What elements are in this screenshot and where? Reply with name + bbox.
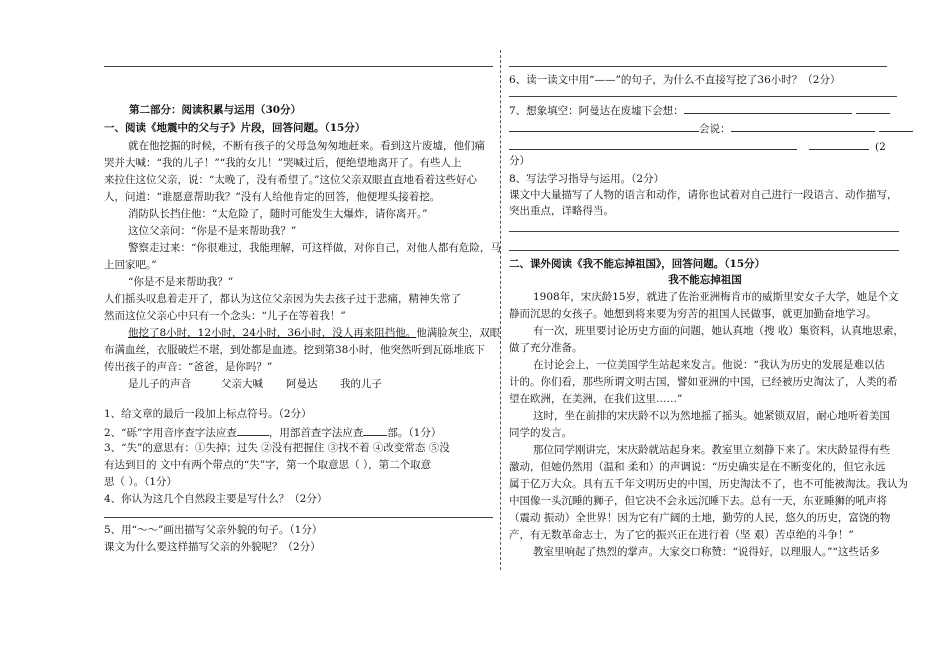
question-1-3-cont: 思（ ）。（1分） [104, 476, 178, 488]
question-7-score: 分） [509, 155, 530, 167]
story-title: 我不能忘掉祖国 [668, 274, 742, 286]
story-line: 中国像一头沉睡的狮子，但它决不会永远沉睡下去。总有一天，东亚睡狮的吼声将 [509, 495, 887, 507]
sentence-fragment: 父亲大喊 [221, 378, 263, 390]
question-7-say: 会说： [509, 121, 913, 136]
question-1-3: 3、“失”的意思有：①失掉；过失 ②没有把握住 ③找不着 ④改变常态 ⑤没 [104, 442, 450, 454]
story-line: 有一次，班里要讨论历史方面的问题，她认真地（搜 收）集资料，认真地思索， [533, 325, 904, 337]
question-1-1: 1、给文章的最后一段加上标点符号。（2分） [104, 408, 312, 420]
passage-line: 上回家吧。” [104, 259, 157, 271]
passage-line: 然而这位父亲心中只有一个念头：“儿子在等着我！” [104, 310, 346, 322]
answer-line[interactable] [509, 231, 899, 232]
answer-blank[interactable] [509, 121, 699, 132]
answer-line[interactable] [509, 250, 899, 251]
top-rule-right [509, 66, 887, 67]
story-line: 属于亿万大众。具有五千年文明历史的中国，历史淘汰不了，也不可能被淘汰。我认为 [509, 478, 908, 490]
question-1-4: 4、你认为这几个自然段主要是写什么？（2分） [104, 493, 328, 505]
question-6: 6、读一读文中用“——”的句子，为什么不直接写挖了36小时？（2分） [509, 74, 841, 86]
story-line: 在讨论会上，一位美国学生站起来发言。他说：“我认为历史的发展是难以估 [533, 359, 885, 371]
passage-line: 人，问道：“谁愿意帮助我？”没有人给他肯定的回答，他便埋头接着挖。 [104, 191, 441, 203]
story-line: 静而沉思的女孩子。她想到将来要为穷苦的祖国人民做事，就更加勤奋地学习。 [509, 308, 877, 320]
question-7: 7、想象填空：阿曼达在废墟下会想： [509, 103, 890, 118]
passage-line-continuation: 他满脸灰尘，双眼 [416, 327, 501, 339]
question-1-2: 2、“砾”字用音序查字法应查 ，用部首查字法应查 部。（1分） [104, 427, 442, 439]
passage-line: 人们摇头叹息着走开了，都认为这位父亲因为失去孩子过于悲痛，精神失常了 [104, 293, 461, 305]
question-7-line: (2 [509, 139, 886, 154]
story-line: 做了充分准备。 [509, 342, 583, 354]
passage-line: 传出孩子的声音：“爸爸，是你吗？” [104, 361, 273, 373]
answer-blank[interactable] [856, 103, 890, 114]
question-2-title: 二、课外阅读《我不能忘掉祖国》，回答问题。（15分） [509, 258, 766, 270]
passage-line: 就在他挖掘的时候，不断有孩子的父母急匆匆地赶来。看到这片废墟，他们痛 [128, 140, 485, 152]
sentence-fragment: 阿曼达 [286, 378, 318, 390]
answer-line[interactable] [104, 517, 493, 518]
top-rule-left [104, 66, 493, 67]
answer-blank[interactable] [809, 139, 869, 150]
story-line: 产，有无数革命志士，为了它的振兴正在进行着（坚 艰）苦卓绝的斗争！” [509, 529, 854, 541]
story-line: 1908年，宋庆龄15岁，就进了佐治亚洲梅肯市的威斯里安女子大学，她是个文 [533, 291, 899, 303]
answer-blank[interactable] [237, 425, 269, 436]
story-line: 计的。你们看，那些所谓文明古国，譬如亚洲的中国，已经被历史淘汰了，人类的希 [509, 376, 898, 388]
sentence-fragment: 我的儿子 [340, 378, 382, 390]
column-divider [500, 50, 501, 570]
passage-line: 警察走过来：“你很难过，我能理解，可这样做，对你自己，对他人都有危险，马 [128, 242, 501, 254]
passage-line: 消防队长挡住他：“太危险了，随时可能发生大爆炸，请你离开。” [128, 208, 428, 220]
answer-blank[interactable] [731, 121, 875, 132]
question-8-text: 突出重点，详略得当。 [509, 205, 614, 217]
story-line: 这时，坐在前排的宋庆龄不以为然地摇了摇头。她紧锁双眉，耐心地听着美国 [533, 410, 890, 422]
question-1-title: 一、阅读《地震中的父与子》片段，回答问题。（15分） [104, 122, 366, 134]
underlined-sentence: 他挖了8小时，12小时，24小时，36小时，没人再来阻挡他。 [128, 327, 417, 339]
story-line: 激动，但她仍然用（温和 柔和）的声调说：“历史确实是在不断变化的，但它永远 [509, 461, 886, 473]
story-line: 望在欧洲，在美洲，在我们这里……” [509, 393, 683, 405]
answer-blank[interactable] [684, 103, 852, 114]
question-1-3-cont: 有达到目的 文中有两个带点的“失”字，第一个取意思（ ），第二个取意 [104, 459, 432, 471]
question-8-text: 课文中大量描写了人物的语言和动作，请你也试着对自己进行一段语言、动作描写， [509, 189, 898, 201]
answer-blank[interactable] [363, 425, 387, 436]
question-8: 8、写法学习指导与运用。（2分） [509, 173, 665, 185]
passage-line: 这位父亲问：“你是不是来帮助我？” [128, 225, 297, 237]
passage-line: 布满血丝，衣服破烂不堪，到处都是血迹。挖到第38小时，他突然听到瓦砾堆底下 [104, 344, 485, 356]
answer-blank[interactable] [509, 139, 797, 150]
passage-line: “你是不是来帮助我？” [128, 276, 234, 288]
story-line: （震动 振动）全世界！因为它有广阔的土地，勤劳的人民，悠久的历史，富饶的物 [509, 512, 891, 524]
answer-line[interactable] [509, 96, 897, 97]
story-line: 教室里响起了热烈的掌声。大家交口称赞：“说得好，以理服人。”“这些话多 [533, 546, 880, 558]
story-line: 同学的发言。 [509, 427, 572, 439]
answer-blank[interactable] [879, 121, 913, 132]
sentence-fragment: 是儿子的声音 [128, 378, 191, 390]
story-line: 那位同学刚讲完，宋庆龄就站起身来。教室里立刻静下来了。宋庆龄显得有些 [533, 444, 890, 456]
question-1-5-cont: 课文为什么要这样描写父亲的外貌呢？（2分） [104, 541, 321, 553]
section-title: 第二部分：阅读积累与运用（30分） [129, 104, 302, 116]
passage-line: 哭并大喊：“我的儿子！”“我的女儿！”哭喊过后，便绝望地离开了。有些人上 [104, 157, 462, 169]
passage-line: 来拉住这位父亲，说：“太晚了，没有希望了。”这位父亲双眼直直地看着这些好心 [104, 174, 477, 186]
passage-underlined-line [128, 327, 500, 340]
question-1-5: 5、用“～～”画出描写父亲外貌的句子。（1分） [104, 524, 323, 536]
